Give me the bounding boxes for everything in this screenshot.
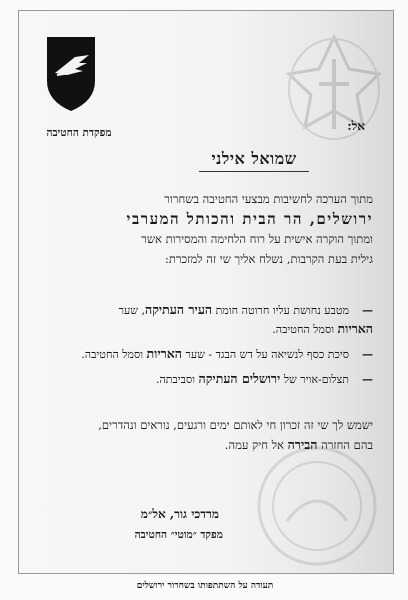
closing-line [37, 435, 373, 455]
idf-emblem-watermark [279, 29, 389, 149]
item-text: וסביבתה. [155, 373, 199, 386]
gift-item-pin [37, 345, 373, 364]
certificate-body [37, 189, 373, 269]
unit-caption: מפקדת החטיבה [46, 127, 112, 139]
closing-text: בהם החזרה [317, 438, 373, 452]
closing-paragraph [37, 415, 373, 455]
item-emphasis: העיר העתיקה [145, 302, 213, 317]
brigade-insignia-icon [45, 35, 97, 113]
item-text: תצלום-אויר של [280, 373, 349, 386]
item-text: וסמל החטיבה. [81, 348, 147, 361]
list-dash: — [362, 304, 373, 317]
item-text: וסמל החטיבה. [272, 323, 338, 336]
body-line: גילית בעת הקרבות, נשלח אליך שי זה למזכרת: [165, 252, 373, 266]
item-text: סיכת כסף לנשיאה על דש הבגד - שער [182, 348, 349, 361]
recipient-name: שמואל אילני [211, 149, 297, 168]
gift-list [37, 301, 373, 395]
body-line: ומתוך הוקרה אישית על רוח הלחימה והמסירות אשר [141, 232, 373, 246]
item-text: מטבע נחושת עליו חרוטה חומת [212, 304, 349, 317]
certificate-sheet [18, 10, 394, 574]
item-text: , שער [118, 304, 146, 317]
closing-line: ישמש לך שי זה זכרון חי לאותם ימים ורגעים, נוראים ונהדרים, [98, 418, 373, 432]
item-emphasis: האריות [146, 346, 182, 361]
body-line-emphasis: ירושלים, הר הבית והכותל המערבי [126, 210, 373, 228]
seal-watermark [247, 441, 387, 571]
closing-text: אל חיק עמה. [224, 438, 288, 452]
footer-caption: תעודה על השתתפותו בשחרור ירושלים [136, 581, 274, 591]
closing-emphasis: הבירה [287, 437, 318, 452]
gift-item-coin [37, 301, 373, 339]
signer-name: מרדכי גור, אל״מ [140, 507, 219, 521]
name-underline [199, 171, 309, 172]
item-emphasis: האריות [337, 321, 373, 336]
signer-title: מפקד ״מוטי״ החטיבה [134, 529, 223, 541]
gift-item-photo [37, 370, 373, 389]
to-label: אל: [347, 119, 365, 133]
list-dash: — [362, 373, 373, 386]
list-dash: — [362, 348, 373, 361]
item-emphasis: ירושלים העתיקה [198, 371, 281, 386]
body-line: מתוך הערכה לחשיבות מבצעי החטיבה בשחרור [164, 192, 373, 206]
